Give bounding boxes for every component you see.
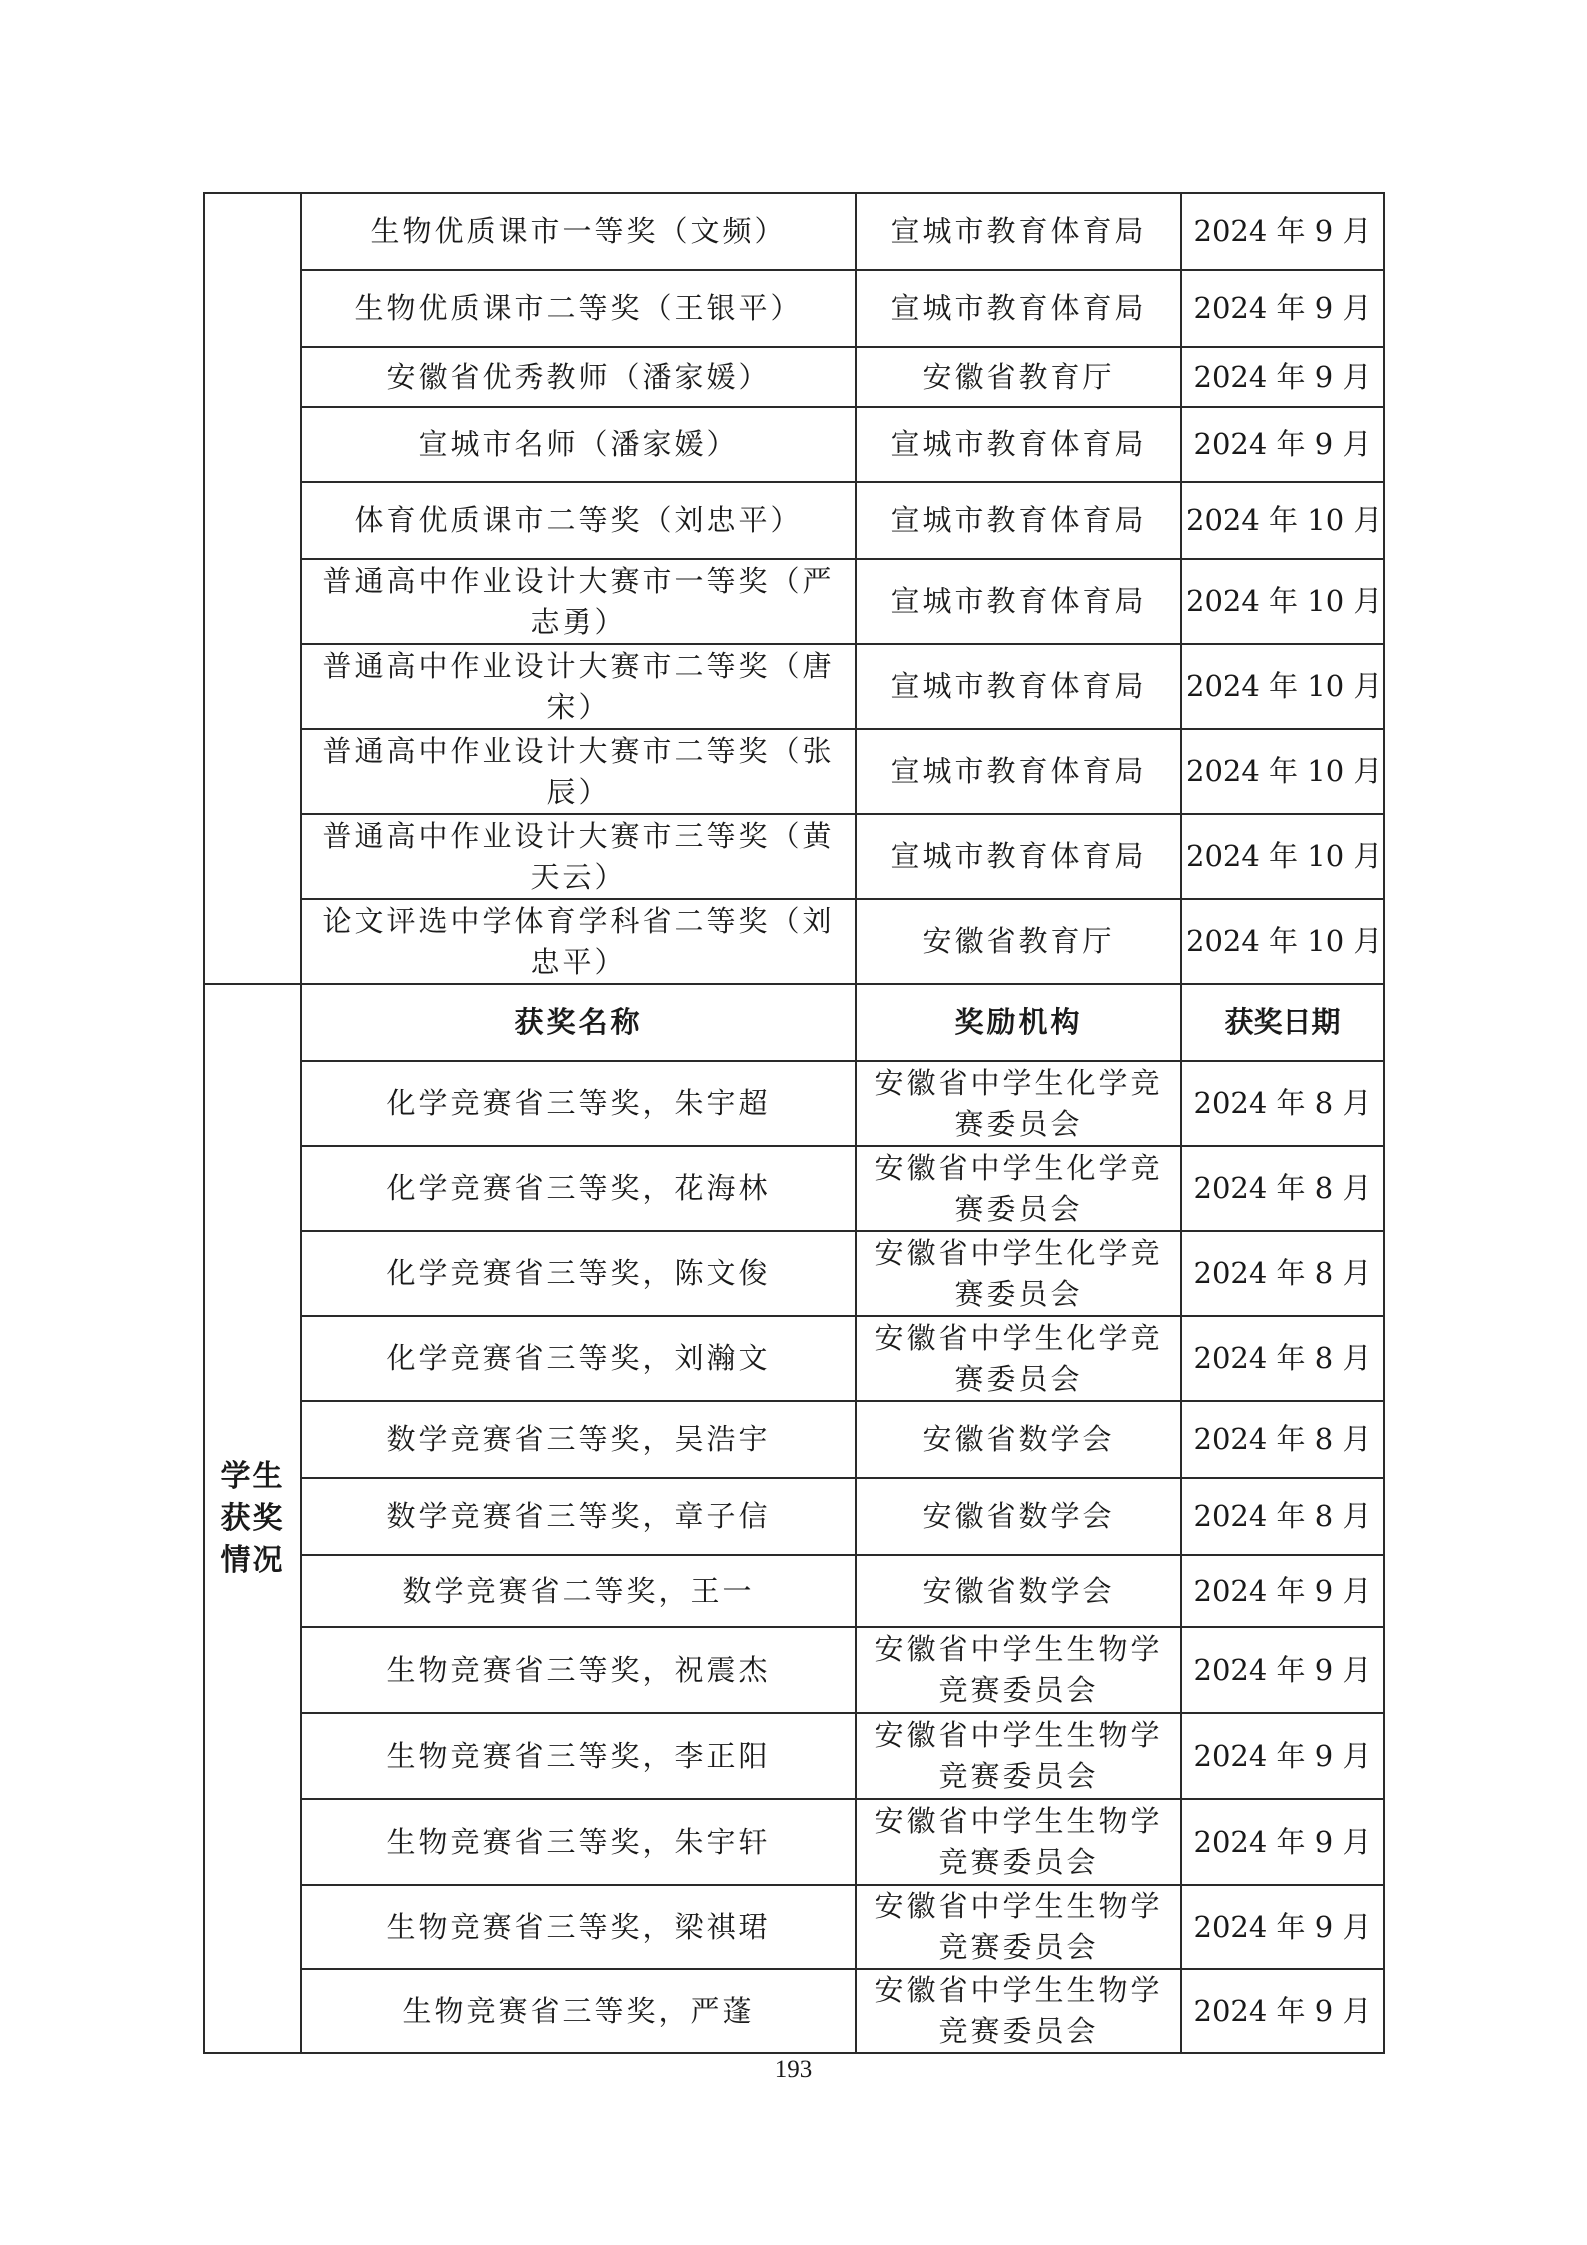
- award-name: 生物竞赛省三等奖，梁祺珺: [301, 1885, 856, 1969]
- student-row: [204, 1146, 1384, 1231]
- award-org: 安徽省教育厅: [856, 899, 1181, 984]
- award-date: 2024 年 10 月: [1181, 482, 1384, 559]
- award-date: 2024 年 8 月: [1181, 1231, 1384, 1316]
- student-row: [204, 1555, 1384, 1627]
- award-date: 2024 年 10 月: [1181, 814, 1384, 899]
- award-date: 2024 年 10 月: [1181, 729, 1384, 814]
- award-date: 2024 年 9 月: [1181, 407, 1384, 482]
- student-row: [204, 1799, 1384, 1885]
- award-org: 宣城市教育体育局: [856, 729, 1181, 814]
- teacher-row: [204, 644, 1384, 729]
- award-name: 生物竞赛省三等奖，李正阳: [301, 1713, 856, 1799]
- teacher-row: [204, 193, 1384, 270]
- student-row: [204, 1478, 1384, 1555]
- award-date: 2024 年 8 月: [1181, 1061, 1384, 1146]
- teacher-row: [204, 559, 1384, 644]
- award-date: 2024 年 9 月: [1181, 270, 1384, 347]
- award-name: 数学竞赛省三等奖，吴浩宇: [301, 1401, 856, 1478]
- award-name: 数学竞赛省三等奖，章子信: [301, 1478, 856, 1555]
- student-row: [204, 1627, 1384, 1713]
- award-org: 安徽省教育厅: [856, 347, 1181, 407]
- award-name: 普通高中作业设计大赛市一等奖（严志勇）: [301, 559, 856, 644]
- award-date: 2024 年 8 月: [1181, 1478, 1384, 1555]
- award-org: 安徽省数学会: [856, 1478, 1181, 1555]
- award-name: 体育优质课市二等奖（刘忠平）: [301, 482, 856, 559]
- award-org: 宣城市教育体育局: [856, 193, 1181, 270]
- student-header-row: [204, 984, 1384, 1061]
- award-date: 2024 年 9 月: [1181, 1969, 1384, 2053]
- award-date: 2024 年 8 月: [1181, 1316, 1384, 1401]
- award-org: 安徽省中学生生物学竞赛委员会: [856, 1627, 1181, 1713]
- award-org: 安徽省中学生生物学竞赛委员会: [856, 1885, 1181, 1969]
- award-name: 安徽省优秀教师（潘家媛）: [301, 347, 856, 407]
- award-name: 普通高中作业设计大赛市三等奖（黄天云）: [301, 814, 856, 899]
- award-org: 安徽省中学生化学竞赛委员会: [856, 1146, 1181, 1231]
- award-name: 宣城市名师（潘家媛）: [301, 407, 856, 482]
- student-row: [204, 1885, 1384, 1969]
- award-name: 生物竞赛省三等奖，祝震杰: [301, 1627, 856, 1713]
- award-date: 2024 年 9 月: [1181, 1555, 1384, 1627]
- student-row: [204, 1713, 1384, 1799]
- award-name: 化学竞赛省三等奖，刘瀚文: [301, 1316, 856, 1401]
- student-row: [204, 1316, 1384, 1401]
- award-org: 安徽省中学生化学竞赛委员会: [856, 1231, 1181, 1316]
- award-date: 2024 年 9 月: [1181, 193, 1384, 270]
- teacher-row: [204, 407, 1384, 482]
- student-row: [204, 1969, 1384, 2053]
- award-org: 宣城市教育体育局: [856, 270, 1181, 347]
- award-date: 2024 年 8 月: [1181, 1401, 1384, 1478]
- award-org: 宣城市教育体育局: [856, 559, 1181, 644]
- award-date: 2024 年 8 月: [1181, 1146, 1384, 1231]
- award-org: 宣城市教育体育局: [856, 407, 1181, 482]
- award-name: 生物优质课市一等奖（文频）: [301, 193, 856, 270]
- award-org: 安徽省中学生生物学竞赛委员会: [856, 1713, 1181, 1799]
- student-category-label: 学生获奖情况: [220, 1458, 285, 1578]
- teacher-category-cell: [204, 193, 301, 984]
- student-row: [204, 1061, 1384, 1146]
- student-category-cell: [204, 984, 301, 2053]
- award-org: 安徽省数学会: [856, 1555, 1181, 1627]
- header-award-date: 获奖日期: [1181, 984, 1384, 1061]
- award-org: 安徽省数学会: [856, 1401, 1181, 1478]
- teacher-row: [204, 482, 1384, 559]
- award-name: 数学竞赛省二等奖，王一: [301, 1555, 856, 1627]
- award-name: 普通高中作业设计大赛市二等奖（张辰）: [301, 729, 856, 814]
- award-name: 化学竞赛省三等奖，花海林: [301, 1146, 856, 1231]
- awards-table: [203, 192, 1385, 2054]
- teacher-row: [204, 729, 1384, 814]
- award-date: 2024 年 9 月: [1181, 1799, 1384, 1885]
- award-org: 宣城市教育体育局: [856, 482, 1181, 559]
- award-date: 2024 年 10 月: [1181, 644, 1384, 729]
- award-org: 宣城市教育体育局: [856, 644, 1181, 729]
- award-org: 安徽省中学生生物学竞赛委员会: [856, 1969, 1181, 2053]
- student-row: [204, 1231, 1384, 1316]
- award-name: 生物竞赛省三等奖，严蓬: [301, 1969, 856, 2053]
- award-org: 安徽省中学生化学竞赛委员会: [856, 1316, 1181, 1401]
- award-date: 2024 年 9 月: [1181, 1885, 1384, 1969]
- award-date: 2024 年 10 月: [1181, 899, 1384, 984]
- award-date: 2024 年 9 月: [1181, 1713, 1384, 1799]
- award-org: 宣城市教育体育局: [856, 814, 1181, 899]
- student-row: [204, 1401, 1384, 1478]
- teacher-row: [204, 270, 1384, 347]
- award-name: 化学竞赛省三等奖，陈文俊: [301, 1231, 856, 1316]
- teacher-row: [204, 347, 1384, 407]
- award-date: 2024 年 9 月: [1181, 347, 1384, 407]
- award-name: 生物竞赛省三等奖，朱宇轩: [301, 1799, 856, 1885]
- award-org: 安徽省中学生化学竞赛委员会: [856, 1061, 1181, 1146]
- award-date: 2024 年 9 月: [1181, 1627, 1384, 1713]
- award-name: 生物优质课市二等奖（王银平）: [301, 270, 856, 347]
- award-name: 论文评选中学体育学科省二等奖（刘忠平）: [301, 899, 856, 984]
- award-date: 2024 年 10 月: [1181, 559, 1384, 644]
- award-name: 化学竞赛省三等奖，朱宇超: [301, 1061, 856, 1146]
- award-org: 安徽省中学生生物学竞赛委员会: [856, 1799, 1181, 1885]
- header-award-name: 获奖名称: [301, 984, 856, 1061]
- award-name: 普通高中作业设计大赛市二等奖（唐宋）: [301, 644, 856, 729]
- teacher-row: [204, 814, 1384, 899]
- teacher-row: [204, 899, 1384, 984]
- header-award-org: 奖励机构: [856, 984, 1181, 1061]
- page-number: 193: [774, 2056, 813, 2083]
